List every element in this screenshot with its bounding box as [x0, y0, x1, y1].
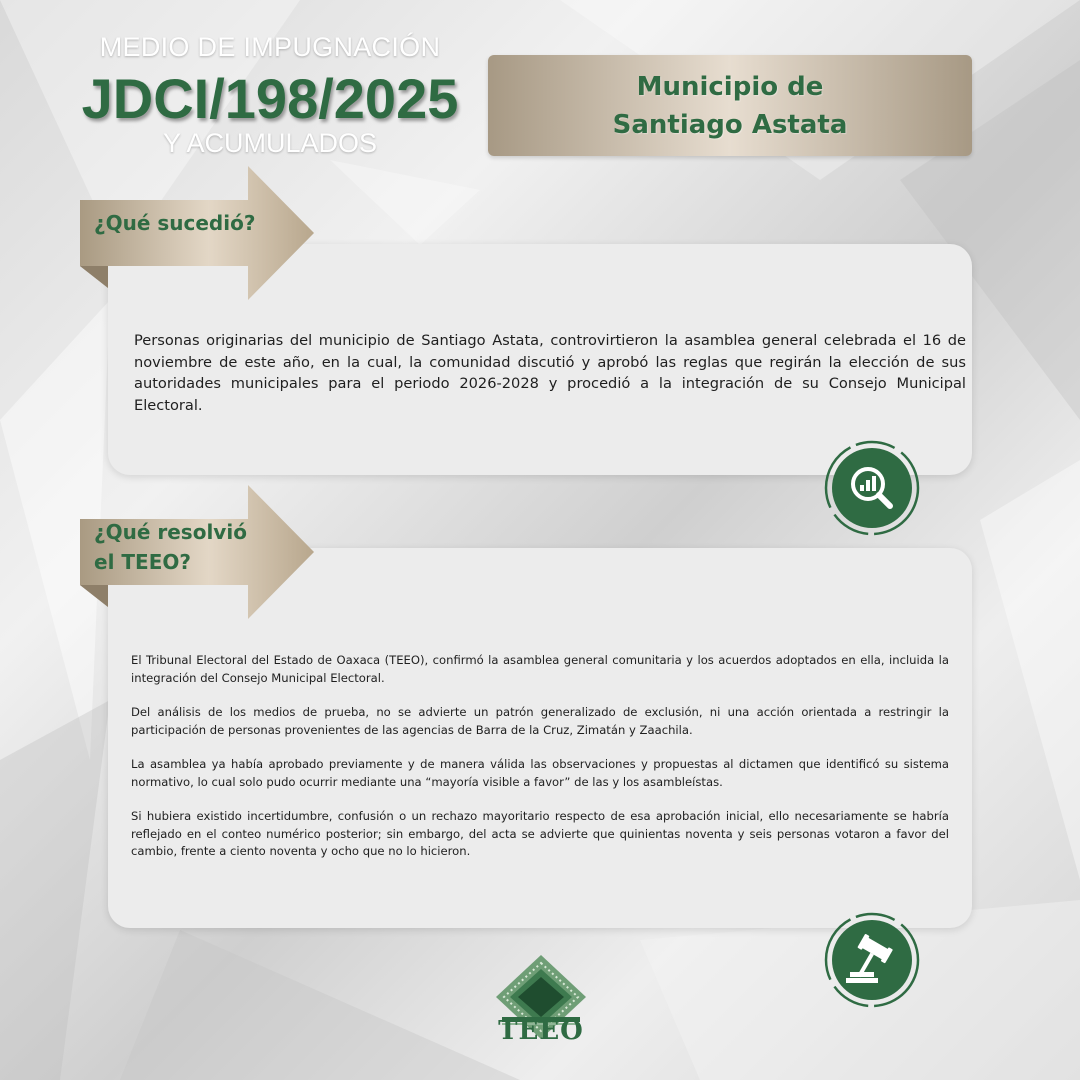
magnifier-chart-icon — [824, 440, 920, 536]
resolution-paragraph: Si hubiera existido incertidumbre, confusión o un rechazo mayoritario respecto de esa aprobación inicial, ello necesariamente se habría reflejado en el conteo numérico posterior; sin embargo, del acta se advierte que quinientas noventa y seis personas votaron a favor del cambio, frente a ciento noventa y ocho que no lo hicieron. — [131, 809, 949, 858]
logo-text: TEEO — [498, 1016, 584, 1046]
gavel-icon — [824, 912, 920, 1008]
case-suffix: Y ACUMULADOS — [162, 128, 378, 158]
section-tab-what-happened — [80, 166, 316, 300]
case-kicker: MEDIO DE IMPUGNACIÓN — [99, 32, 441, 62]
case-number: JDCI/198/2025 — [81, 67, 459, 130]
municipio-banner — [488, 55, 972, 156]
resolution-paragraph: La asamblea ya había aprobado previamente y de manera válida las observaciones y propuestas al dictamen que identificó su sistema normativo, lo cual solo pudo ocurrir mediante una “mayoría visible a favor” de las y los asambleístas. — [131, 757, 949, 789]
municipio-line-1: Municipio de — [636, 71, 824, 102]
section-body-resolution — [131, 652, 949, 878]
section-tab-resolution — [80, 485, 316, 619]
section-title-line-1: ¿Qué resolvió — [94, 520, 247, 544]
section-body-what-happened: Personas originarias del municipio de Santiago Astata, controvirtieron la asamblea general celebrada el 16 de noviembre de este año, en la cual, la comunidad discutió y aprobó las reglas que regirán la elección de sus autoridades municipales para el periodo 2026-2028 y procedió a la integración de su Consejo Municipal Electoral. — [134, 332, 966, 414]
resolution-paragraph: Del análisis de los medios de prueba, no se advierte un patrón generalizado de exclusión, ni una acción orientada a restringir la participación de personas provenientes de las agencias de Barra de la Cruz, Zimatán y Zaachila. — [131, 705, 949, 737]
section-title — [94, 517, 264, 577]
badge-resolution — [824, 912, 920, 1008]
section-title: ¿Qué sucedió? — [94, 211, 256, 235]
section-title-line-2: el TEEO? — [94, 550, 191, 574]
municipio-line-2: Santiago Astata — [612, 109, 848, 140]
resolution-paragraph: El Tribunal Electoral del Estado de Oaxaca (TEEO), confirmó la asamblea general comunitaria y los acuerdos adoptados en ella, incluida la integración del Consejo Municipal Electoral. — [131, 653, 949, 685]
badge-analysis — [824, 440, 920, 536]
